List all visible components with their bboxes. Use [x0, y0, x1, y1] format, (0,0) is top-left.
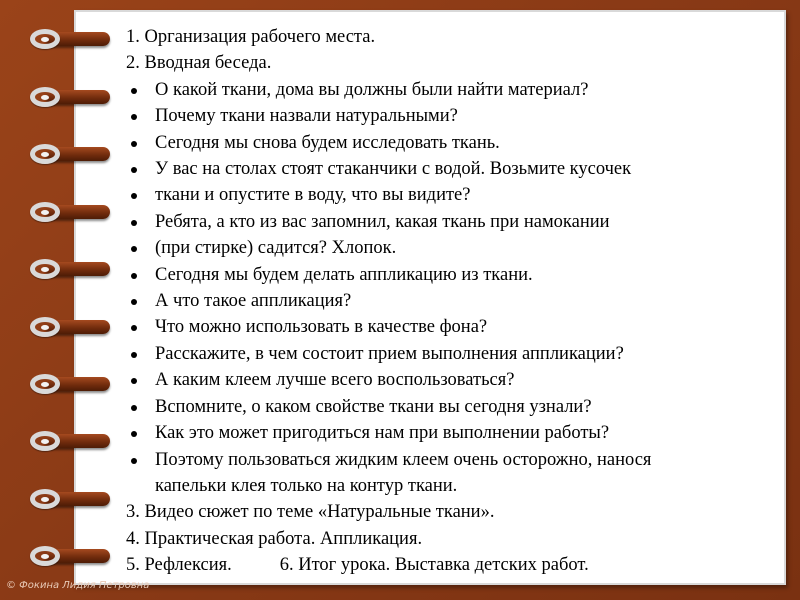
bullet-dot-icon	[126, 77, 155, 103]
lesson-plan-text	[126, 24, 764, 579]
bullet-item	[126, 235, 764, 261]
bullet-dot-icon	[126, 420, 155, 446]
bullet-dot-icon	[126, 182, 155, 208]
bullet-dot-icon	[126, 447, 155, 473]
bullet-item	[126, 209, 764, 235]
author-watermark: © Фокина Лидия Петровна	[6, 580, 150, 591]
bullet-item	[126, 77, 764, 103]
bullet-item	[126, 367, 764, 393]
spiral-ring-icon	[30, 201, 112, 223]
bullet-dot-icon	[126, 103, 155, 129]
bullet-item	[126, 182, 764, 208]
summary-item: 6. Итог урока. Выставка детских работ.	[279, 555, 589, 576]
bullet-text: Поэтому пользоваться жидким клеем очень осторожно, нанося	[155, 449, 652, 470]
section-line: 3. Видео сюжет по теме «Натуральные ткани».	[126, 502, 495, 523]
bullet-continuation	[126, 473, 764, 499]
bullet-text: Вспомните, о каком свойстве ткани вы сегодня узнали?	[155, 396, 592, 417]
bullet-dot-icon	[126, 473, 155, 499]
bullet-text: Как это может пригодиться нам при выполнении работы?	[155, 423, 610, 444]
bullet-dot-icon	[126, 367, 155, 393]
bullet-text: Почему ткани назвали натуральными?	[155, 106, 458, 127]
bullet-item	[126, 262, 764, 288]
bullet-dot-icon	[126, 235, 155, 261]
section-line: 2. Вводная беседа.	[126, 53, 272, 74]
bullet-item	[126, 394, 764, 420]
bullet-text: А что такое аппликация?	[155, 291, 352, 312]
bullet-dot-icon	[126, 262, 155, 288]
bullet-dot-icon	[126, 156, 155, 182]
bullet-text: О какой ткани, дома вы должны были найти материал?	[155, 79, 589, 100]
bullet-dot-icon	[126, 341, 155, 367]
bullet-item	[126, 341, 764, 367]
bullet-item	[126, 130, 764, 156]
spiral-ring-icon	[30, 545, 112, 567]
spiral-ring-icon	[30, 430, 112, 452]
bullet-text: Сегодня мы будем делать аппликацию из ткани.	[155, 264, 533, 285]
bullet-dot-icon	[126, 394, 155, 420]
bullet-item	[126, 103, 764, 129]
bullet-text: ткани и опустите в воду, что вы видите?	[155, 185, 471, 206]
bullet-item	[126, 314, 764, 340]
spiral-ring-icon	[30, 86, 112, 108]
spiral-ring-icon	[30, 488, 112, 510]
spiral-ring-icon	[30, 28, 112, 50]
bullet-text: А каким клеем лучше всего воспользоваться?	[155, 370, 515, 391]
spiral-ring-icon	[30, 258, 112, 280]
bullet-item	[126, 447, 764, 473]
bullet-dot-icon	[126, 314, 155, 340]
bullet-item	[126, 156, 764, 182]
bullet-text: Что можно использовать в качестве фона?	[155, 317, 488, 338]
spiral-ring-icon	[30, 143, 112, 165]
bullet-dot-icon	[126, 130, 155, 156]
bullet-dot-icon	[126, 288, 155, 314]
notebook-page	[74, 10, 786, 585]
bullet-text: (при стирке) садится? Хлопок.	[155, 238, 397, 259]
reflection-item: 5. Рефлексия.	[126, 555, 232, 576]
bullet-text: У вас на столах стоят стаканчики с водой. Возьмите кусочек	[155, 159, 632, 180]
bullet-dot-icon	[126, 209, 155, 235]
spiral-ring-icon	[30, 373, 112, 395]
bullet-text: Расскажите, в чем состоит прием выполнения аппликации?	[155, 343, 624, 364]
bullet-text: Сегодня мы снова будем исследовать ткань.	[155, 132, 500, 153]
final-line	[126, 552, 764, 578]
spiral-ring-icon	[30, 316, 112, 338]
bullet-item	[126, 420, 764, 446]
bullet-item	[126, 288, 764, 314]
bullet-text: капельки клея только на контур ткани.	[155, 475, 458, 496]
section-line: 1. Организация рабочего места.	[126, 27, 376, 47]
bullet-text: Ребята, а кто из вас запомнил, какая ткань при намокании	[155, 211, 610, 232]
section-line: 4. Практическая работа. Аппликация.	[126, 528, 423, 549]
